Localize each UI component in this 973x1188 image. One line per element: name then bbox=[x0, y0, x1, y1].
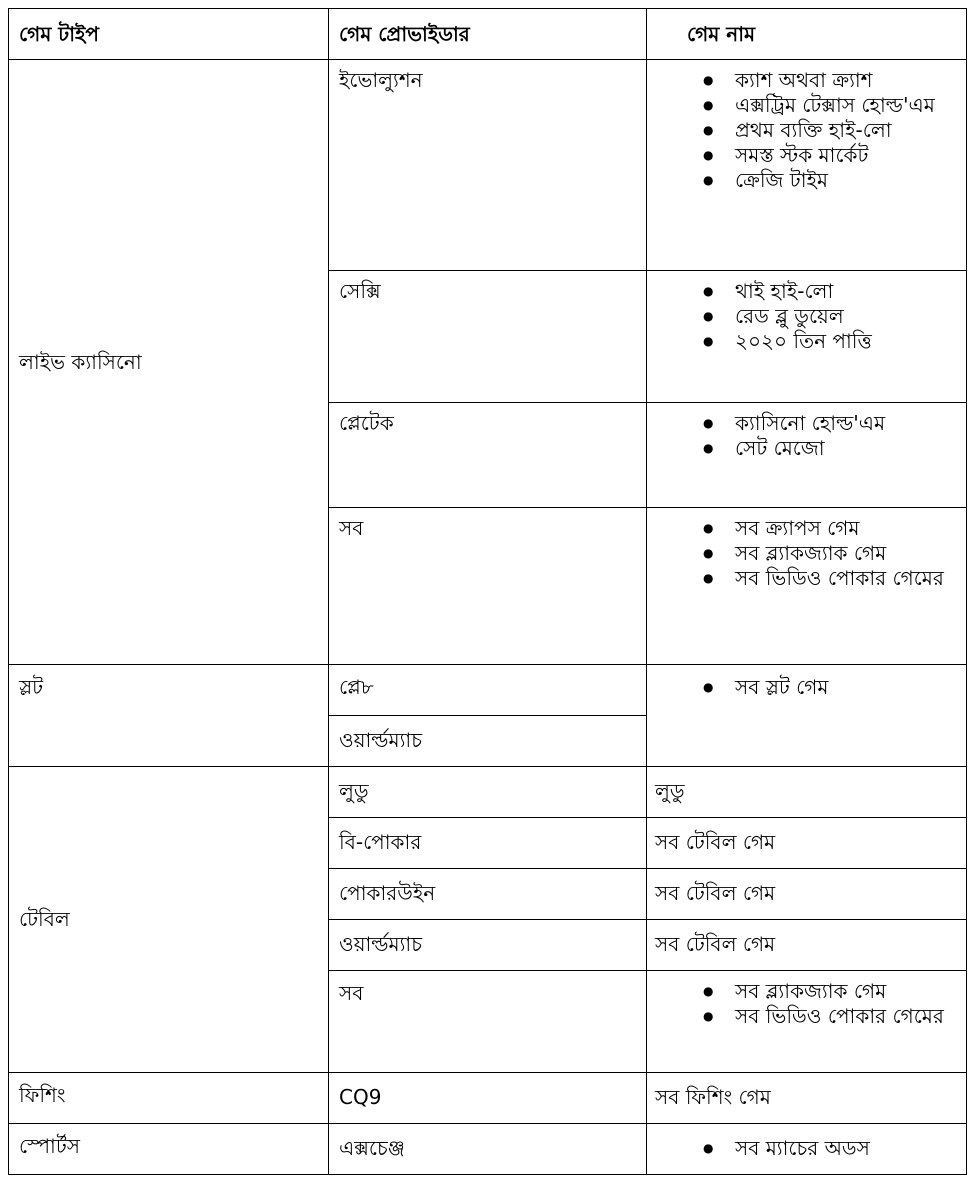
games-table bbox=[8, 8, 967, 1175]
provider-cell: ওয়ার্ল্ডম্যাচ bbox=[329, 920, 647, 971]
list-item: ● ক্যাশ অথবা ক্র্যাশ bbox=[735, 68, 958, 93]
game-list-cell bbox=[647, 271, 967, 403]
provider-cell: পোকারউইন bbox=[329, 869, 647, 920]
list-item: ● ক্যাসিনো হোল্ড'এম bbox=[735, 411, 958, 436]
provider-cell: প্লেটেক bbox=[329, 403, 647, 508]
header-game-provider: গেম প্রোভাইডার bbox=[329, 9, 647, 60]
game-list bbox=[655, 68, 958, 193]
provider-cell: সেক্সি bbox=[329, 271, 647, 403]
list-item: ● ক্রেজি টাইম bbox=[735, 168, 958, 193]
game-list-cell bbox=[647, 1124, 967, 1175]
game-type-live-casino: লাইভ ক্যাসিনো bbox=[9, 60, 329, 665]
list-item: ● সব ভিডিও পোকার গেমের bbox=[735, 1004, 958, 1029]
table-row bbox=[9, 1073, 967, 1124]
list-item: ● সব ক্র্যাপস গেম bbox=[735, 516, 958, 541]
provider-cell: ওয়ার্ল্ডম্যাচ bbox=[329, 716, 647, 767]
provider-cell: এক্সচেঞ্জ bbox=[329, 1124, 647, 1175]
provider-cell: CQ9 bbox=[329, 1073, 647, 1124]
game-list-cell bbox=[647, 971, 967, 1073]
provider-cell: প্লে৮ bbox=[329, 665, 647, 716]
header-game-type: গেম টাইপ bbox=[9, 9, 329, 60]
list-item: ● সব ভিডিও পোকার গেমের bbox=[735, 566, 958, 591]
header-row bbox=[9, 9, 967, 60]
table-row bbox=[9, 665, 967, 716]
game-list-cell bbox=[647, 508, 967, 665]
list-item: ● সব ব্ল্যাকজ্যাক গেম bbox=[735, 541, 958, 566]
game-type-sports: স্পোর্টস bbox=[9, 1124, 329, 1175]
game-name-cell: সব ফিশিং গেম bbox=[647, 1073, 967, 1124]
provider-cell: বি-পোকার bbox=[329, 818, 647, 869]
game-list-cell bbox=[647, 403, 967, 508]
game-list bbox=[655, 1136, 958, 1161]
table-row bbox=[9, 60, 967, 271]
game-name-cell: সব টেবিল গেম bbox=[647, 869, 967, 920]
game-name-cell: সব টেবিল গেম bbox=[647, 818, 967, 869]
game-list bbox=[655, 411, 958, 461]
game-type-fishing: ফিশিং bbox=[9, 1073, 329, 1124]
game-list-cell bbox=[647, 665, 967, 767]
list-item: ● এক্সট্রিম টেক্সাস হোল্ড'এম bbox=[735, 93, 958, 118]
list-item: ● প্রথম ব্যক্তি হাই-লো bbox=[735, 118, 958, 143]
game-name-cell: লুডু bbox=[647, 767, 967, 818]
provider-cell: ইভোল্যুশন bbox=[329, 60, 647, 271]
table-row bbox=[9, 1124, 967, 1175]
provider-cell: সব bbox=[329, 971, 647, 1073]
game-name-cell: সব টেবিল গেম bbox=[647, 920, 967, 971]
provider-cell: লুডু bbox=[329, 767, 647, 818]
game-list-cell bbox=[647, 60, 967, 271]
list-item: ● রেড ব্লু ডুয়েল bbox=[735, 304, 958, 329]
list-item: ● সমস্ত স্টক মার্কেট bbox=[735, 143, 958, 168]
list-item: ● থাই হাই-লো bbox=[735, 279, 958, 304]
provider-cell: সব bbox=[329, 508, 647, 665]
table-row bbox=[9, 767, 967, 818]
game-list bbox=[655, 516, 958, 591]
list-item: ● ২০২০ তিন পাত্তি bbox=[735, 329, 958, 354]
list-item: ● সেট মেজো bbox=[735, 436, 958, 461]
game-type-table: টেবিল bbox=[9, 767, 329, 1073]
list-item: ● সব ব্ল্যাকজ্যাক গেম bbox=[735, 979, 958, 1004]
game-list bbox=[655, 279, 958, 354]
game-list bbox=[655, 979, 958, 1029]
list-item: ● সব ম্যাচের অডস bbox=[735, 1136, 958, 1161]
list-item: ● সব স্লট গেম bbox=[735, 675, 958, 700]
game-type-slot: স্লট bbox=[9, 665, 329, 767]
header-game-name: গেম নাম bbox=[647, 9, 967, 60]
game-list bbox=[655, 675, 958, 700]
